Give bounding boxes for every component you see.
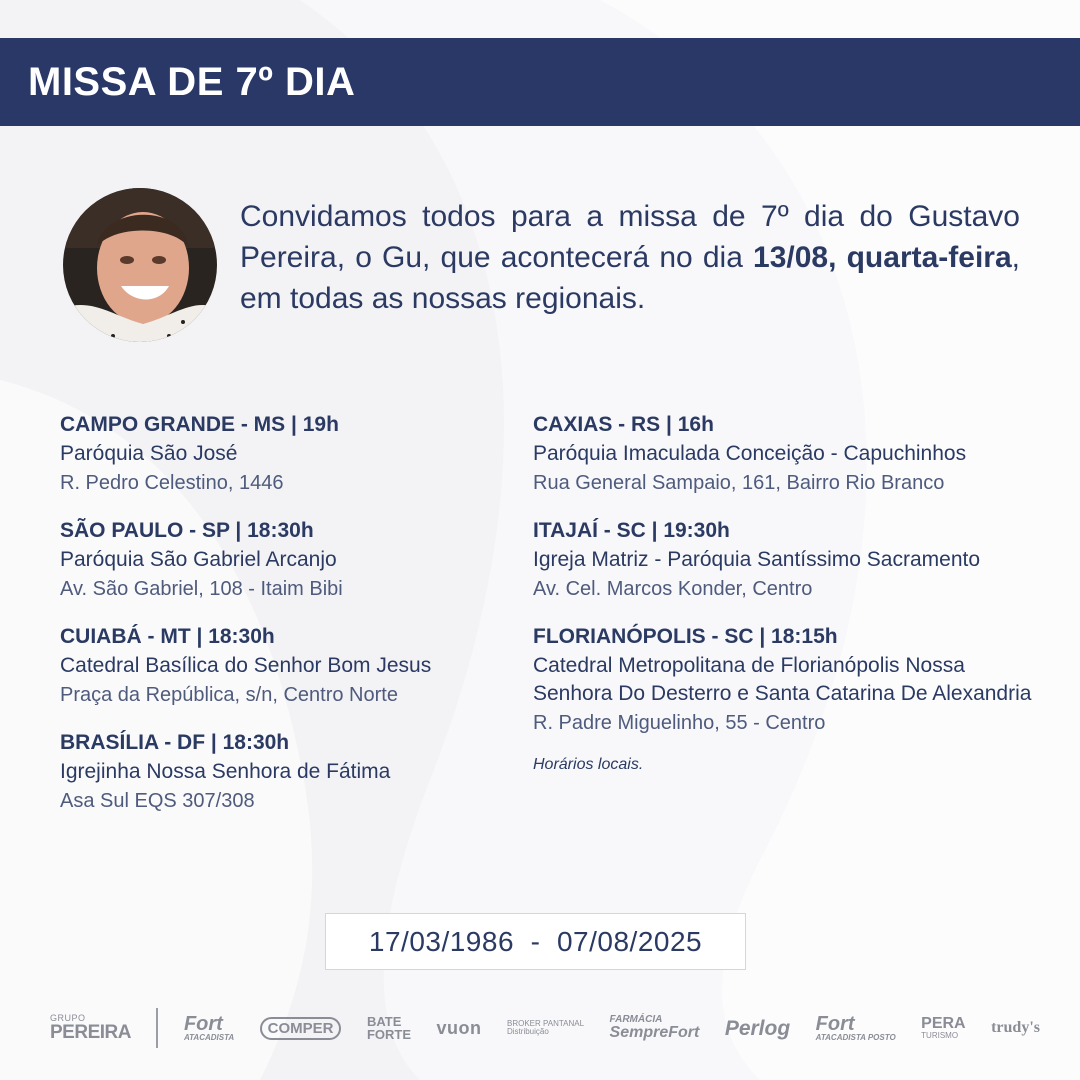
farmacia-small: FARMÁCIA: [609, 1014, 663, 1025]
avatar: [63, 188, 217, 342]
intro-text-before: Convidamos todos para a missa de 7º dia do Gustavo Pereira, o Gu, que acontecerá no dia: [240, 200, 1020, 274]
bate-forte-line2: FORTE: [366, 1027, 412, 1042]
location-church: Paróquia São José: [60, 442, 238, 465]
brand-logos-bar: [50, 1003, 1040, 1053]
location-address: Av. São Gabriel, 108 - Itaim Bibi: [60, 578, 343, 600]
location-title: BRASÍLIA - DF | 18:30h: [60, 731, 290, 754]
location-church: Igreja Matriz - Paróquia Santíssimo Sacramento: [533, 548, 981, 571]
perlog-logo: Perlog: [724, 1016, 791, 1040]
location-church: Catedral Basílica do Senhor Bom Jesus: [60, 654, 432, 677]
fort-big: Fort: [183, 1013, 223, 1035]
vuon-logo: vuon: [436, 1018, 482, 1038]
broker-line1: BROKER PANTANAL: [507, 1019, 585, 1028]
locations-right-column: [533, 410, 1033, 774]
fort-posto-big: Fort: [815, 1013, 855, 1035]
location-title: CAXIAS - RS | 16h: [533, 413, 714, 436]
grupo-pereira-logo: [50, 1014, 131, 1042]
logo-divider: [156, 1008, 158, 1048]
location-church: Igrejinha Nossa Senhora de Fátima: [60, 760, 391, 783]
location-block: [60, 516, 510, 604]
location-address: Praça da República, s/n, Centro Norte: [60, 684, 398, 706]
broker-pantanal-logo: [507, 1020, 584, 1036]
bate-forte-line1: BATE: [366, 1014, 402, 1029]
fort-atacadista-logo: [184, 1014, 234, 1042]
location-block: [533, 516, 1033, 604]
location-church: Paróquia São Gabriel Arcanjo: [60, 548, 337, 571]
location-church: Catedral Metropolitana de Florianópolis Nossa Senhora Do Desterro e Santa Catarina De Alexandria: [533, 654, 1032, 705]
fort-posto-small: ATACADISTA POSTO: [815, 1033, 896, 1042]
fort-posto-logo: [816, 1014, 896, 1042]
location-block: [533, 622, 1033, 738]
farmacia-big: SempreFort: [609, 1024, 700, 1041]
location-address: Asa Sul EQS 307/308: [60, 790, 255, 812]
trudys-logo: trudy's: [991, 1019, 1040, 1036]
locations-left-column: [60, 410, 510, 834]
pera-big: PERA: [921, 1015, 966, 1032]
location-church: Paróquia Imaculada Conceição - Capuchinhos: [533, 442, 967, 465]
location-address: Rua General Sampaio, 161, Bairro Rio Branco: [533, 472, 945, 494]
life-dates: 17/03/1986 - 07/08/2025: [325, 913, 746, 970]
comper-logo: COMPER: [260, 1017, 342, 1040]
intro-text-after: , em todas as nossas regionais.: [240, 241, 1020, 315]
intro-highlight-date: 13/08, quarta-feira: [753, 241, 1012, 274]
broker-line2: Distribuição: [507, 1027, 549, 1036]
page-title: MISSA DE 7º DIA: [28, 60, 356, 104]
header-banner: [0, 38, 1080, 126]
location-title: SÃO PAULO - SP | 18:30h: [60, 519, 314, 542]
pera-turismo-logo: [921, 1016, 965, 1040]
grupo-pereira-small: GRUPO: [50, 1013, 86, 1023]
farmacia-semprefort-logo: [610, 1015, 700, 1041]
location-block: [60, 728, 510, 816]
location-title: ITAJAÍ - SC | 19:30h: [533, 519, 730, 542]
invitation-text: [240, 196, 1020, 319]
grupo-pereira-big: PEREIRA: [50, 1022, 131, 1043]
location-address: R. Padre Miguelinho, 55 - Centro: [533, 712, 826, 734]
location-block: [60, 410, 510, 498]
location-title: CAMPO GRANDE - MS | 19h: [60, 413, 339, 436]
bate-forte-logo: [367, 1015, 411, 1041]
location-address: Av. Cel. Marcos Konder, Centro: [533, 578, 813, 600]
pera-small: TURISMO: [921, 1031, 959, 1040]
fort-small: ATACADISTA: [183, 1033, 235, 1042]
location-title: FLORIANÓPOLIS - SC | 18:15h: [533, 625, 838, 648]
local-time-note: Horários locais.: [533, 756, 644, 773]
location-title: CUIABÁ - MT | 18:30h: [60, 625, 275, 648]
location-address: R. Pedro Celestino, 1446: [60, 472, 284, 494]
location-block: [60, 622, 510, 710]
location-block: [533, 410, 1033, 498]
